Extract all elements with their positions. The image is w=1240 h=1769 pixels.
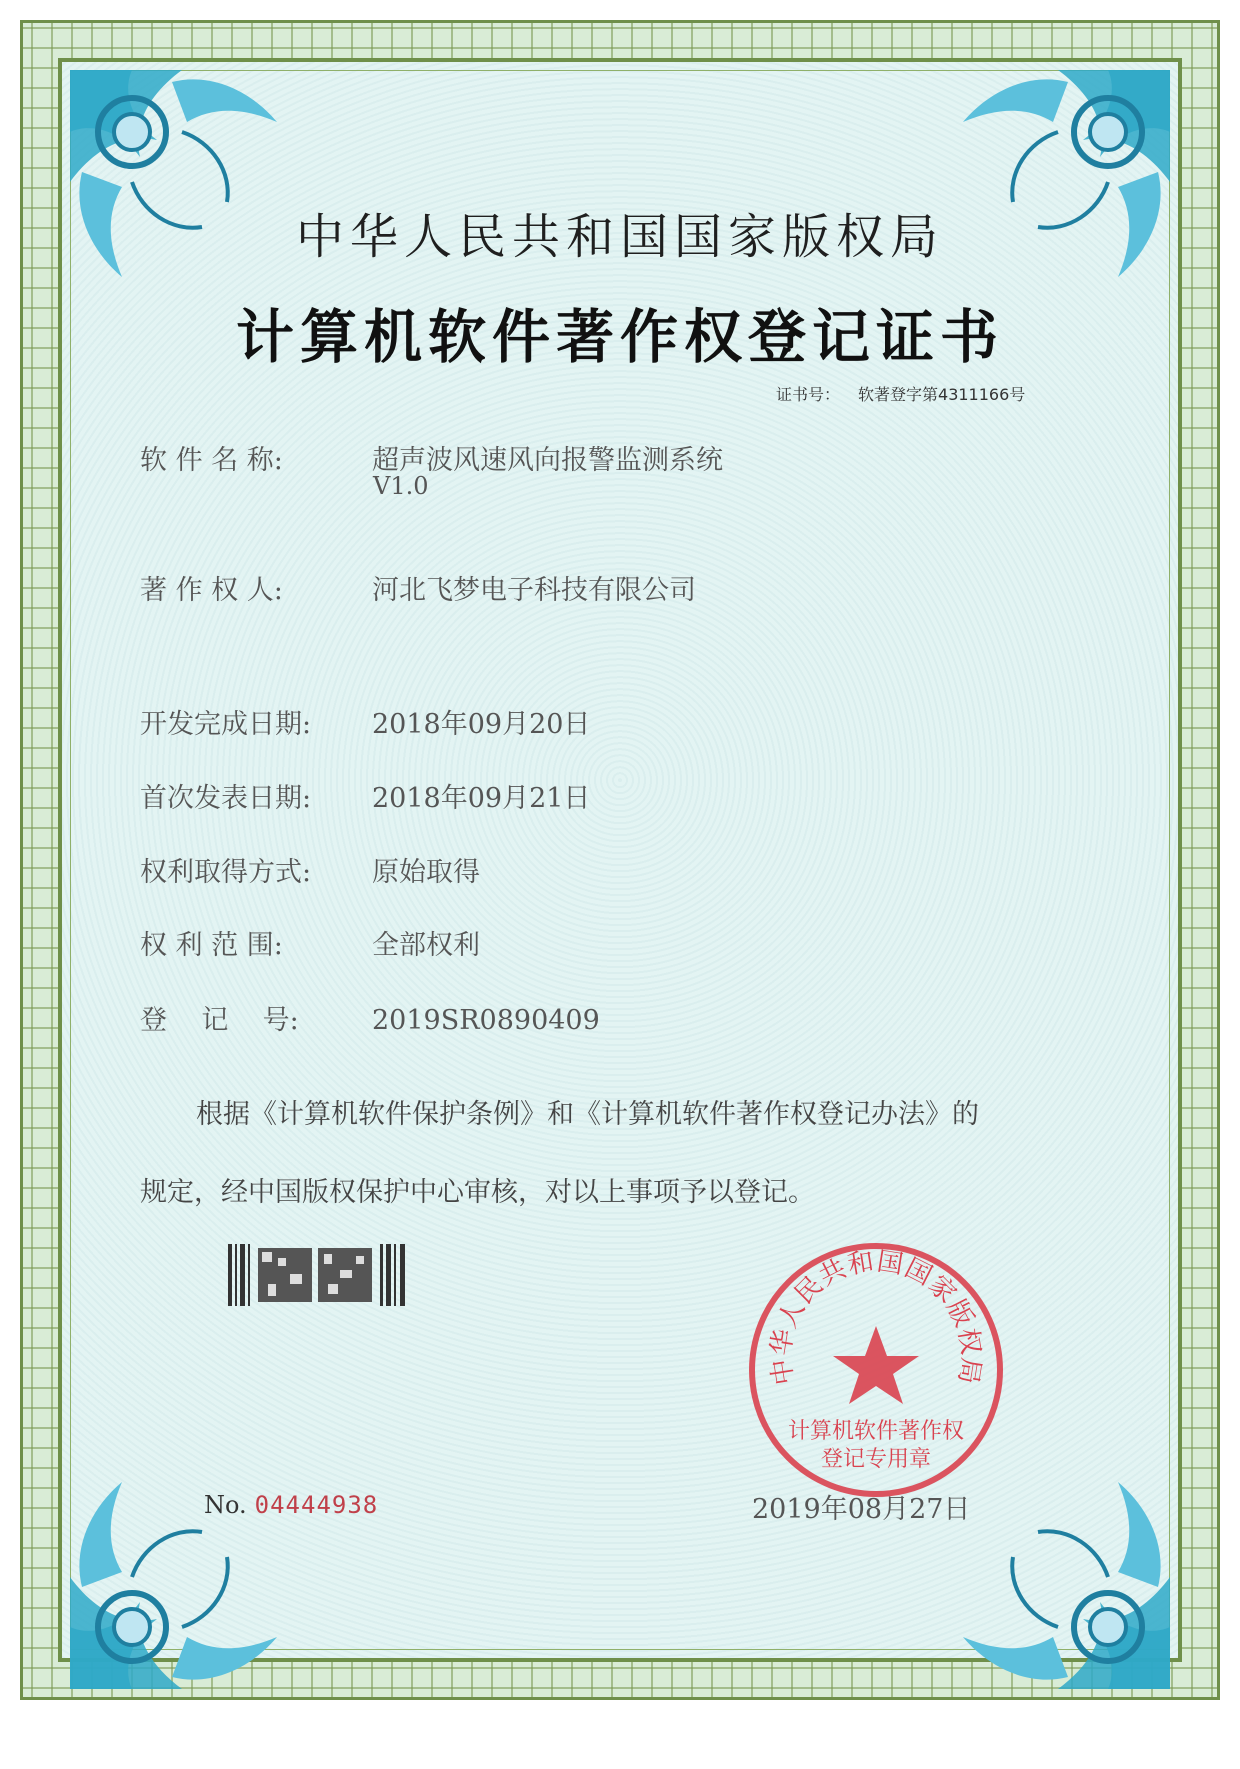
field-software-name <box>140 438 723 477</box>
field-software-version: V1.0 <box>373 472 429 500</box>
serial-label: No. <box>204 1491 247 1519</box>
field-value: 2019SR0890409 <box>372 1005 600 1036</box>
seal-center-text-2: 登记专用章 <box>820 1447 932 1472</box>
field-label: 登 记 号: <box>140 1005 299 1036</box>
official-seal <box>744 1238 1008 1502</box>
seal-center-text-1: 计算机软件著作权 <box>787 1419 965 1444</box>
certificate-number-label: 证书号： <box>776 385 841 404</box>
field-label: 权 利 范 围: <box>140 930 283 961</box>
field-label: 权利取得方式: <box>140 857 312 888</box>
field-copyright-owner <box>140 568 696 607</box>
field-value: 原始取得 <box>372 857 480 888</box>
barcode <box>228 1244 408 1306</box>
field-label: 软 件 名 称: <box>140 445 283 476</box>
field-label: 首次发表日期: <box>140 783 312 814</box>
field-development-date <box>140 702 590 741</box>
field-value: 超声波风速风向报警监测系统 <box>372 445 723 476</box>
field-value: 2018年09月20日 <box>372 709 591 740</box>
field-value: 2018年09月21日 <box>372 783 591 814</box>
certificate-number <box>776 382 1025 405</box>
seal-ring-text: 中华人民共和国国家版权局 <box>766 1246 986 1387</box>
field-acquisition-method <box>140 850 480 889</box>
field-registration-number <box>140 998 600 1037</box>
field-value: 全部权利 <box>372 930 480 961</box>
statement-line-1: 根据《计算机软件保护条例》和《计算机软件著作权登记办法》的 <box>196 1099 979 1130</box>
certificate-number-value: 软著登字第4311166号 <box>858 385 1026 404</box>
issuer-title: 中华人民共和国国家版权局 <box>295 209 944 265</box>
serial-value: 04444938 <box>254 1491 379 1519</box>
field-label: 开发完成日期: <box>140 709 312 740</box>
certificate-title: 计算机软件著作权登记证书 <box>235 303 1004 371</box>
field-value: 河北飞梦电子科技有限公司 <box>372 575 696 606</box>
serial-number <box>204 1491 378 1519</box>
field-label: 著 作 权 人: <box>140 575 283 606</box>
field-rights-scope <box>140 923 480 962</box>
field-first-publication-date <box>140 776 590 815</box>
statement-line-2: 规定，经中国版权保护中心审核，对以上事项予以登记。 <box>140 1177 815 1208</box>
issue-date: 2019年08月27日 <box>752 1494 971 1525</box>
